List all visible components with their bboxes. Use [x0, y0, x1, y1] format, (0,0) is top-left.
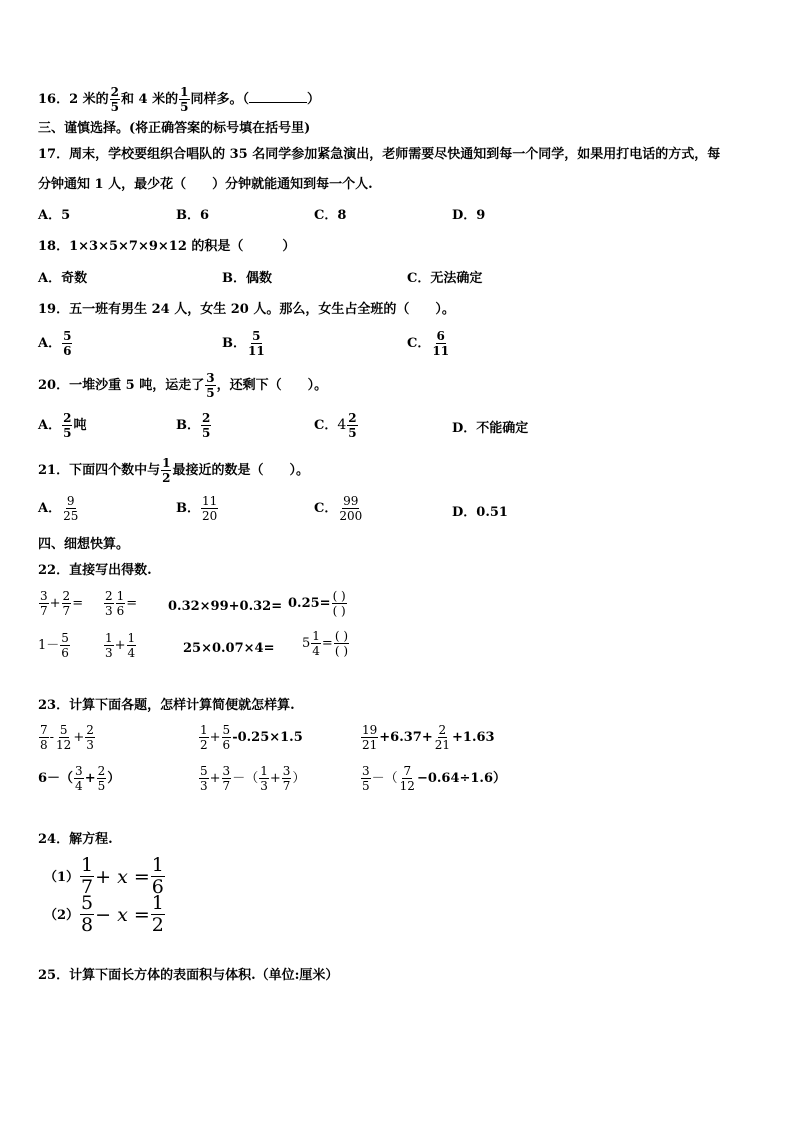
fraction: $\frac{5}{11}$ — [248, 329, 265, 358]
equation-1: （1） $\frac{1}{7}$ + x = $\frac{1}{6}$ — [44, 854, 164, 898]
question-17-line1: 17．周末，学校要组织合唱队的 35 名同学参加紧急演出，老师需要尽快通知到每一个同学，如果用打电话的方式，每 — [38, 147, 721, 162]
q22-expr-5: 1－ $\frac{5}{6}$ — [38, 631, 69, 660]
question-21: 21．下面四个数中与 $\frac{1}{2}$ 最接近的数是（ ）。 — [38, 456, 309, 485]
option-c[interactable]: C． $\frac{99}{200}$ — [314, 494, 363, 523]
fraction: $\frac{2}{5}$ — [110, 85, 120, 114]
fraction: $\frac{1}{5}$ — [180, 85, 189, 114]
q23-expr-4: 6－（ $\frac{3}{4}$ + $\frac{2}{5}$ ） — [38, 764, 121, 793]
answer-blank[interactable] — [249, 90, 307, 103]
fraction: $\frac{11}{20}$ — [202, 494, 218, 523]
option-a[interactable]: A． $\frac{5}{6}$ — [38, 329, 72, 358]
option-b[interactable]: B．偶数 — [222, 271, 272, 286]
section-4-heading: 四、细想快算。 — [38, 537, 130, 552]
section-3-heading: 三、谨慎选择。(将正确答案的标号填在括号里) — [38, 121, 311, 136]
question-23-title: 23．计算下面各题，怎样计算简便就怎样算. — [38, 698, 295, 713]
q22-expr-8: 5 $\frac{1}{4}$ = $\frac{( )}{( )}$ — [302, 629, 349, 658]
option-d[interactable]: D．不能确定 — [452, 421, 529, 436]
q22-expr-6: $\frac{1}{3}$ + $\frac{1}{4}$ — [105, 631, 136, 660]
question-20: 20．一堆沙重 5 吨，运走了 $\frac{3}{5}$ ，还剩下（ ）。 — [38, 371, 328, 400]
q22-expr-4: 0.25= $\frac{( )}{( )}$ — [288, 589, 346, 618]
option-a[interactable]: A． $\frac{2}{5}$ 吨 — [38, 411, 87, 440]
option-c[interactable]: C．8 — [314, 208, 347, 223]
option-d[interactable]: D．0.51 — [452, 505, 508, 520]
q22-expr-2: $\frac{2}{3}$ $\frac{1}{6}$ = — [105, 589, 138, 618]
q23-expr-1: $\frac{7}{8}$ - $\frac{5}{12}$ + $\frac{2}{3}$ — [40, 723, 94, 752]
q23-expr-6: $\frac{3}{5}$ －（ $\frac{7}{12}$ −0.64÷1.6） — [362, 764, 507, 793]
option-b[interactable]: B． $\frac{11}{20}$ — [176, 494, 218, 523]
question-18: 18．1×3×5×7×9×12 的积是（ ） — [38, 239, 296, 254]
question-17-line2: 分钟通知 1 人，最少花（ ）分钟就能通知到每一个人. — [38, 177, 373, 192]
fraction: $\frac{2}{5}$ — [348, 411, 357, 440]
q22-expr-7: 25×0.07×4= — [183, 641, 275, 656]
option-a[interactable]: A． $\frac{9}{25}$ — [38, 494, 79, 523]
question-16: 16．2 米的 $\frac{2}{5}$ 和 4 米的 $\frac{1}{5}$ 同样多。（ ） — [38, 85, 321, 114]
fraction: $\frac{5}{6}$ — [63, 329, 72, 358]
q23-expr-2: $\frac{1}{2}$ + $\frac{5}{6}$ -0.25×1.5 — [200, 723, 303, 752]
option-b[interactable]: B．6 — [176, 208, 210, 223]
option-b[interactable]: B． $\frac{2}{5}$ — [176, 411, 211, 440]
question-25: 25．计算下面长方体的表面积与体积.（单位:厘米） — [38, 968, 339, 983]
fraction: $\frac{99}{200}$ — [339, 494, 363, 523]
fraction: $\frac{6}{11}$ — [432, 329, 450, 358]
fraction: $\frac{3}{5}$ — [206, 371, 215, 400]
fraction: $\frac{9}{25}$ — [63, 494, 79, 523]
q23-expr-5: $\frac{5}{3}$ + $\frac{3}{7}$ －（ $\frac{1}{3}$ + $\frac{3}{7}$ ） — [200, 764, 306, 793]
option-d[interactable]: D．9 — [452, 208, 486, 223]
q22-expr-3: 0.32×99+0.32= — [168, 599, 283, 614]
option-a[interactable]: A．奇数 — [38, 271, 88, 286]
question-22-title: 22．直接写出得数. — [38, 563, 152, 578]
fraction: $\frac{2}{5}$ — [63, 411, 72, 440]
option-b[interactable]: B． $\frac{5}{11}$ — [222, 329, 265, 358]
fraction: $\frac{1}{2}$ — [162, 456, 171, 485]
option-a[interactable]: A．5 — [38, 208, 71, 223]
option-c[interactable]: C． $\frac{6}{11}$ — [407, 329, 450, 358]
option-c[interactable]: C．4 $\frac{2}{5}$ — [314, 411, 357, 440]
fraction: $\frac{2}{5}$ — [202, 411, 211, 440]
q22-expr-1: $\frac{3}{7}$ + $\frac{2}{7}$ = — [40, 589, 84, 618]
option-c[interactable]: C．无法确定 — [407, 271, 483, 286]
q23-expr-3: $\frac{19}{21}$ +6.37+ $\frac{2}{21}$ +1.63 — [362, 723, 495, 752]
question-19: 19．五一班有男生 24 人，女生 20 人。那么，女生占全班的（ ）。 — [38, 302, 455, 317]
question-24-title: 24．解方程. — [38, 832, 113, 847]
equation-2: （2） $\frac{5}{8}$ − x = $\frac{1}{2}$ — [44, 892, 164, 936]
